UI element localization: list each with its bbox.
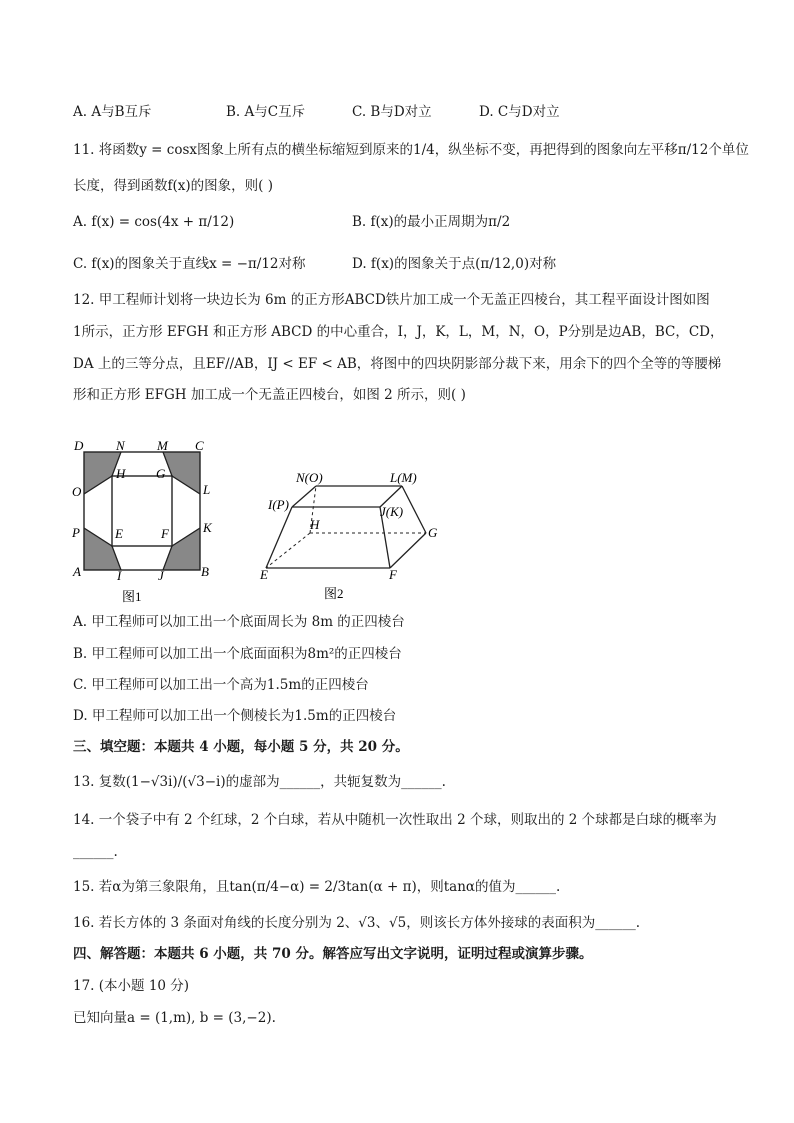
q12-option-d: D. 甲工程师可以加工出一个侧棱长为1.5m的正四棱台 bbox=[73, 708, 397, 724]
figure-1 bbox=[70, 434, 220, 606]
q13: 13. 复数(1−√3i)/(√3−i)的虚部为______，共轭复数为______. bbox=[73, 774, 446, 790]
q11-stem-line2: 长度，得到函数f(x)的图象，则( ) bbox=[73, 178, 273, 194]
q14-line2: ______. bbox=[73, 844, 118, 860]
fig1-label-a: A bbox=[73, 564, 81, 579]
section-3-header: 三、填空题：本题共 4 小题，每小题 5 分，共 20 分。 bbox=[73, 739, 409, 755]
fig1-label-n: N bbox=[116, 438, 125, 453]
q14-line1: 14. 一个袋子中有 2 个红球，2 个白球，若从中随机一次性取出 2 个球，则取出的 2 个球都是白球的概率为 bbox=[73, 812, 717, 828]
fig1-label-o: O bbox=[72, 484, 82, 499]
fig2-label-f: F bbox=[389, 567, 397, 582]
fig1-caption: 图1 bbox=[122, 589, 142, 604]
fig1-label-i: I bbox=[117, 568, 122, 583]
fig2-label-h: H bbox=[310, 517, 320, 532]
fig2-label-n-o: N(O) bbox=[296, 470, 323, 485]
q12-option-c: C. 甲工程师可以加工出一个高为1.5m的正四棱台 bbox=[73, 677, 369, 693]
q17-title: 17. (本小题 10 分) bbox=[73, 978, 190, 994]
fig1-label-l: L bbox=[203, 482, 211, 497]
q12-option-a: A. 甲工程师可以加工出一个底面周长为 8m 的正四棱台 bbox=[73, 614, 405, 630]
section-4-header: 四、解答题：本题共 6 小题，共 70 分。解答应写出文字说明，证明过程或演算步骤。 bbox=[73, 946, 593, 962]
q11-option-d: D. f(x)的图象关于点(π/12,0)对称 bbox=[352, 256, 557, 272]
q12-line2: 1所示，正方形 EFGH 和正方形 ABCD 的中心重合，I，J，K，L，M，N，O，P分别是边AB，BC，CD， bbox=[73, 324, 724, 340]
fig1-label-j: J bbox=[158, 568, 164, 583]
q10-option-d: D. C与D对立 bbox=[479, 104, 560, 120]
q10-option-b: B. A与C互斥 bbox=[226, 104, 306, 120]
fig1-label-c: C bbox=[195, 438, 204, 453]
q10-option-c: C. B与D对立 bbox=[352, 104, 432, 120]
fig2-label-j-k: J(K) bbox=[380, 504, 404, 519]
q12-option-b: B. 甲工程师可以加工出一个底面面积为8m²的正四棱台 bbox=[73, 646, 402, 662]
q11-option-a: A. f(x) = cos(4x + π/12) bbox=[73, 214, 235, 230]
q12-line1: 12. 甲工程师计划将一块边长为 6m 的正方形ABCD铁片加工成一个无盖正四棱台，其工程平面设计图如图 bbox=[73, 292, 710, 308]
q16: 16. 若长方体的 3 条面对角线的长度分别为 2、√3、√5，则该长方体外接球的表面积为______. bbox=[73, 915, 640, 931]
fig2-caption: 图2 bbox=[324, 586, 344, 601]
q11-option-c: C. f(x)的图象关于直线x = −π/12对称 bbox=[73, 256, 306, 272]
fig1-label-p: P bbox=[72, 525, 80, 540]
fig1-label-h: H bbox=[116, 466, 126, 481]
figure-2 bbox=[256, 462, 446, 606]
fig1-label-g: G bbox=[156, 466, 166, 481]
fig2-label-l-m: L(M) bbox=[390, 470, 417, 485]
q11-stem-line1: 11. 将函数y = cosx图象上所有点的横坐标缩短到原来的1/4，纵坐标不变，再把得到的图象向左平移π/12个单位 bbox=[73, 142, 749, 158]
q12-line3: DA 上的三等分点，且EF//AB，IJ < EF < AB，将图中的四块阴影部分裁下来，用余下的四个全等的等腰梯 bbox=[73, 356, 722, 372]
fig1-label-b: B bbox=[201, 564, 209, 579]
q15: 15. 若α为第三象限角，且tan(π/4−α) = 2/3tan(α + π)，则tanα的值为______. bbox=[73, 879, 561, 895]
q17-text: 已知向量a = (1,m), b = (3,−2). bbox=[73, 1010, 276, 1026]
fig2-label-e: E bbox=[260, 567, 268, 582]
fig1-label-m: M bbox=[157, 438, 168, 453]
fig1-label-d: D bbox=[74, 438, 84, 453]
fig2-label-i-p: I(P) bbox=[268, 497, 289, 512]
fig1-label-e: E bbox=[115, 526, 123, 541]
q12-line4: 形和正方形 EFGH 加工成一个无盖正四棱台，如图 2 所示，则( ) bbox=[73, 387, 466, 403]
fig1-label-k: K bbox=[203, 520, 212, 535]
q10-option-a: A. A与B互斥 bbox=[73, 104, 152, 120]
fig2-label-g: G bbox=[428, 525, 438, 540]
q11-option-b: B. f(x)的最小正周期为π/2 bbox=[352, 214, 511, 230]
shaded-corner-top-right bbox=[163, 452, 200, 494]
fig1-label-f: F bbox=[161, 526, 169, 541]
